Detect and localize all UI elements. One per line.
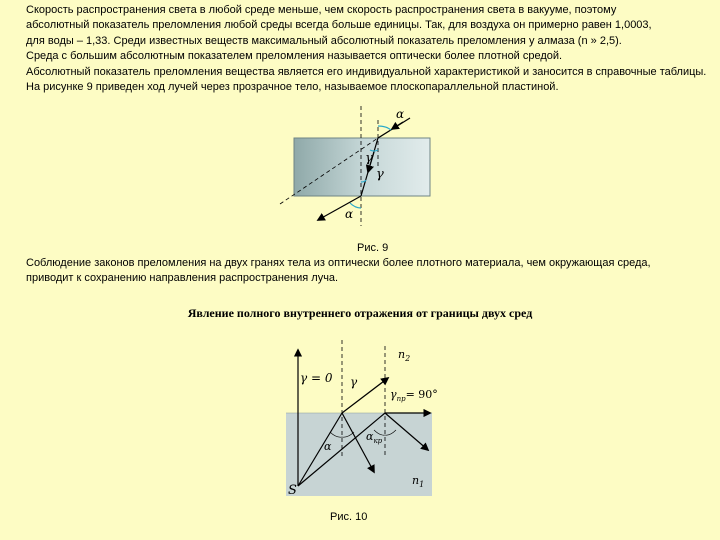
intro-line: Среда с большим абсолютным показателем преломления называется оптически более плотной средой. — [26, 50, 563, 63]
label-n2 — [398, 348, 410, 363]
label-gamma: γ — [365, 151, 373, 166]
intro-line: Скорость распространения света в любой среде меньше, чем скорость распространения света в вакууме, поэтому — [26, 4, 617, 16]
label-gamma-zero: γ = 0 — [300, 371, 333, 385]
label-gamma-pr-letter: γ — [390, 388, 397, 401]
label-alpha: α — [324, 440, 332, 453]
refracted-ray — [342, 378, 388, 413]
label-n1-sub: 1 — [419, 480, 425, 489]
label-alpha: α — [396, 107, 405, 121]
label-n2-letter: n — [398, 348, 406, 361]
label-alpha-kr-sub: кр — [373, 437, 383, 445]
section-heading: Явление полного внутреннего отражения от границы двух сред — [187, 306, 533, 320]
conclusion-line: Соблюдение законов преломления на двух гранях тела из оптически более плотного материала, чем окружающая среда, — [26, 257, 651, 269]
conclusion-paragraph — [26, 256, 706, 287]
dense-medium — [286, 413, 432, 496]
angle-arc — [378, 126, 391, 130]
figure-9-diagram — [270, 100, 440, 230]
intro-paragraph — [26, 3, 706, 95]
label-source: S — [288, 483, 297, 498]
label-n2-sub: 2 — [405, 354, 411, 363]
intro-line: для воды – 1,33. Среди известных веществ максимальный абсолютный показатель преломления у алмаза (n » 2,5). — [26, 34, 622, 47]
label-gamma-pr — [390, 388, 438, 403]
label-gamma: γ — [376, 167, 384, 182]
incident-ray-arrow — [392, 122, 403, 129]
figure-9-caption: Рис. 9 — [357, 242, 389, 254]
label-alpha: α — [345, 207, 354, 221]
label-gamma: γ — [350, 375, 358, 389]
intro-line: На рисунке 9 приведен ход лучей через прозрачное тело, называемое плоскопараллельной пластиной. — [26, 81, 559, 94]
figure-10-diagram — [280, 338, 440, 498]
label-gamma-pr-sub: пр — [396, 395, 406, 403]
figure-10-caption: Рис. 10 — [330, 511, 368, 523]
intro-line: абсолютный показатель преломления любой среды всегда больше единицы. Так, для воздуха он примерно равен 1,0003, — [26, 19, 652, 32]
conclusion-line: приводит к сохранению направления распространения луча. — [26, 272, 339, 285]
label-n1-letter: n — [412, 474, 420, 487]
glass-plate — [294, 138, 430, 196]
label-alpha-kr-letter: α — [366, 430, 374, 443]
label-gamma-pr-value: = 90° — [405, 388, 438, 401]
emergent-ray — [318, 196, 361, 220]
intro-line: Абсолютный показатель преломления вещества является его индивидуальной характеристикой и заносится в справочные таблицы. — [26, 65, 707, 78]
